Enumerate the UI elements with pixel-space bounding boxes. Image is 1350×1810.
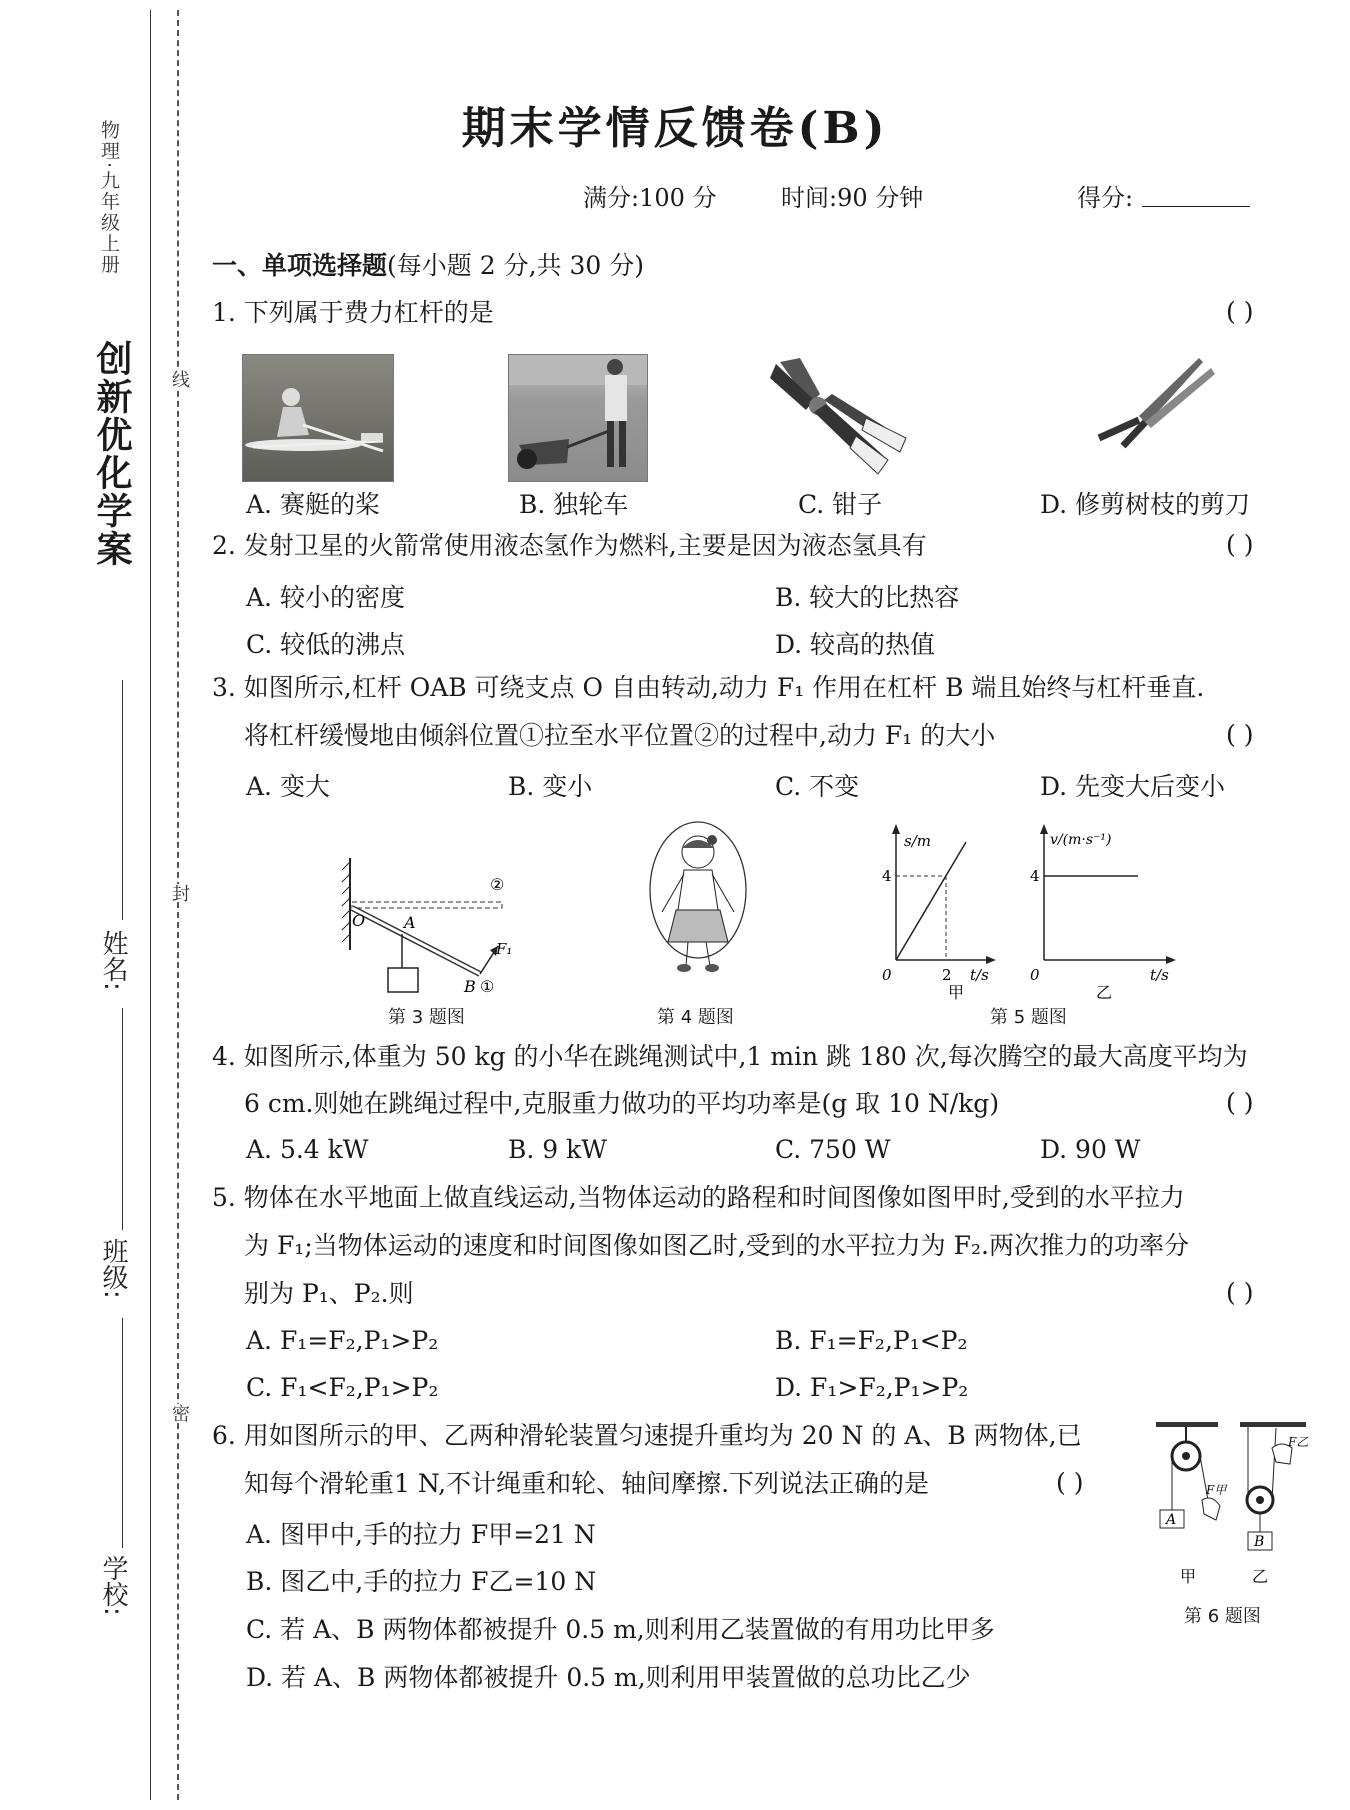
fig6-caption: 第 6 题图 [1184, 1606, 1261, 1627]
fig3-label-o: O [352, 911, 366, 930]
shears-icon [1095, 354, 1217, 454]
q4-option-d[interactable]: D. 90 W [1040, 1135, 1141, 1164]
q4-option-b[interactable]: B. 9 kW [508, 1135, 607, 1164]
q5-option-d[interactable]: D. F₁>F₂,P₁>P₂ [775, 1373, 969, 1402]
q1-option-d[interactable]: D. 修剪树枝的剪刀 [1040, 490, 1251, 519]
q2-option-c[interactable]: C. 较低的沸点 [246, 630, 406, 659]
fig5-jia-name: 甲 [948, 983, 965, 1000]
figure-5-yi-graph [1020, 820, 1180, 1000]
figure-4-jump-rope [640, 818, 760, 988]
q4-option-a[interactable]: A. 5.4 kW [246, 1135, 369, 1164]
q1-option-c[interactable]: C. 钳子 [798, 490, 883, 519]
q5-option-c[interactable]: C. F₁<F₂,P₁>P₂ [246, 1373, 439, 1402]
margin-rule [150, 10, 151, 1800]
figure-6-pulleys [1140, 1418, 1320, 1584]
q4-stem-line2: 6 cm.则她在跳绳过程中,克服重力做功的平均功率是(g 取 10 N/kg) [244, 1089, 1000, 1118]
q4-answer-paren[interactable]: ( ) [1226, 1088, 1254, 1117]
fig5-jia-xlabel: t/s [970, 966, 989, 984]
q2-answer-paren[interactable]: ( ) [1226, 530, 1254, 559]
q5-stem-line1: 5. 物体在水平地面上做直线运动,当物体运动的路程和时间图像如图甲时,受到的水平拉力 [212, 1183, 1185, 1212]
pliers-icon [766, 354, 916, 484]
page-title: 期末学情反馈卷(B) [461, 103, 889, 154]
q4-option-c[interactable]: C. 750 W [775, 1135, 891, 1164]
fig3-label-a: A [404, 913, 416, 932]
fig5-jia-origin: 0 [882, 966, 892, 984]
q3-option-b[interactable]: B. 变小 [508, 772, 593, 801]
fig6-label-fjia: F甲 [1206, 1483, 1227, 1497]
fig3-label-f1: F₁ [496, 940, 513, 958]
rowing-icon [243, 355, 393, 481]
q3-stem-line1: 3. 如图所示,杠杆 OAB 可绕支点 O 自由转动,动力 F₁ 作用在杠杆 B 端且始终与杠杆垂直. [212, 673, 1205, 702]
figure-5-jia-graph [870, 820, 1000, 1000]
fig5-yi-name: 乙 [1096, 983, 1113, 1000]
subject-label: 物理·九年级上册 [98, 120, 120, 276]
fig5-yi-xlabel: t/s [1150, 966, 1169, 984]
fig6-label-b: B [1254, 1534, 1265, 1550]
fig6-label-fyi: F乙 [1288, 1435, 1309, 1449]
score-label: 得分: [1077, 184, 1134, 212]
q2-option-b[interactable]: B. 较大的比热容 [775, 583, 960, 612]
fig6-label-jia: 甲 [1180, 1567, 1197, 1584]
q2-stem: 2. 发射卫星的火箭常使用液态氢作为燃料,主要是因为液态氢具有 [212, 531, 927, 560]
q5-stem-line2: 为 F₁;当物体运动的速度和时间图像如图乙时,受到的水平拉力为 F₂.两次推力的功率分 [244, 1231, 1189, 1260]
q6-option-a[interactable]: A. 图甲中,手的拉力 F甲=21 N [246, 1520, 596, 1549]
q6-option-c[interactable]: C. 若 A、B 两物体都被提升 0.5 m,则利用乙装置做的有用功比甲多 [246, 1615, 995, 1644]
brand-logo-text: 创新优化学案 [91, 340, 132, 568]
fig3-label-pos2: ② [490, 875, 505, 894]
rowing-photo [242, 354, 394, 482]
fig3-caption: 第 3 题图 [388, 1007, 465, 1028]
q5-answer-paren[interactable]: ( ) [1226, 1278, 1254, 1307]
q6-option-b[interactable]: B. 图乙中,手的拉力 F乙=10 N [246, 1567, 597, 1596]
q1-answer-paren[interactable]: ( ) [1226, 297, 1254, 326]
fig5-jia-xtick: 2 [942, 966, 952, 984]
class-label: 班级: [98, 1238, 128, 1299]
wheelbarrow-icon [509, 355, 647, 481]
name-field[interactable] [122, 680, 123, 920]
section-note: (每小题 2 分,共 30 分) [387, 251, 644, 280]
fig3-label-b: B [464, 977, 476, 996]
fig5-jia-ytick: 4 [882, 867, 892, 885]
seal-mark-seal: 封 [166, 884, 192, 902]
q1-option-a[interactable]: A. 赛艇的桨 [246, 490, 380, 519]
wheelbarrow-photo [508, 354, 648, 482]
fig5-yi-ytick: 4 [1030, 867, 1040, 885]
fig6-label-a: A [1166, 1512, 1177, 1528]
figure-3-lever [330, 850, 530, 1000]
q1-option-b[interactable]: B. 独轮车 [519, 490, 629, 519]
q6-answer-paren[interactable]: ( ) [1056, 1468, 1084, 1497]
q3-option-d[interactable]: D. 先变大后变小 [1040, 772, 1226, 801]
q6-stem-line1: 6. 用如图所示的甲、乙两种滑轮装置匀速提升重均为 20 N 的 A、B 两物体,已 [212, 1421, 1082, 1450]
q5-option-a[interactable]: A. F₁=F₂,P₁>P₂ [246, 1326, 439, 1355]
q3-stem-line2: 将杠杆缓慢地由倾斜位置①拉至水平位置②的过程中,动力 F₁ 的大小 [244, 721, 996, 750]
full-score: 满分:100 分 [583, 184, 717, 212]
seal-mark-secret: 密 [166, 1404, 192, 1422]
section-title: 一、单项选择题 [212, 251, 388, 280]
fig5-yi-origin: 0 [1030, 966, 1040, 984]
seal-mark-line: 线 [166, 370, 192, 388]
class-field[interactable] [122, 1008, 123, 1230]
q3-option-c[interactable]: C. 不变 [775, 772, 860, 801]
q2-option-d[interactable]: D. 较高的热值 [775, 630, 936, 659]
name-label: 姓名: [98, 930, 128, 991]
q6-option-d[interactable]: D. 若 A、B 两物体都被提升 0.5 m,则利用甲装置做的总功比乙少 [246, 1663, 971, 1692]
q3-option-a[interactable]: A. 变大 [246, 772, 330, 801]
fig3-label-pos1: ① [480, 977, 495, 996]
fig5-jia-ylabel: s/m [904, 832, 931, 850]
section-heading [212, 250, 644, 283]
q5-option-b[interactable]: B. F₁=F₂,P₁<P₂ [775, 1326, 968, 1355]
exam-time: 时间:90 分钟 [781, 184, 924, 212]
fig6-label-yi: 乙 [1252, 1567, 1269, 1584]
q1-stem: 1. 下列属于费力杠杆的是 [212, 298, 494, 327]
school-field[interactable] [122, 1318, 123, 1548]
fig5-caption: 第 5 题图 [990, 1007, 1067, 1028]
q2-option-a[interactable]: A. 较小的密度 [246, 583, 405, 612]
fig4-caption: 第 4 题图 [657, 1007, 734, 1028]
q6-stem-line2: 知每个滑轮重1 N,不计绳重和轮、轴间摩擦.下列说法正确的是 [244, 1469, 930, 1498]
q4-stem-line1: 4. 如图所示,体重为 50 kg 的小华在跳绳测试中,1 min 跳 180 次,每次腾空的最大高度平均为 [212, 1042, 1248, 1071]
q3-answer-paren[interactable]: ( ) [1226, 720, 1254, 749]
q5-stem-line3: 别为 P₁、P₂.则 [244, 1279, 414, 1308]
cut-line [177, 10, 179, 1800]
score-field[interactable] [1142, 206, 1250, 207]
fig5-yi-ylabel: v/(m·s⁻¹) [1050, 832, 1112, 848]
school-label: 学校: [98, 1555, 128, 1616]
